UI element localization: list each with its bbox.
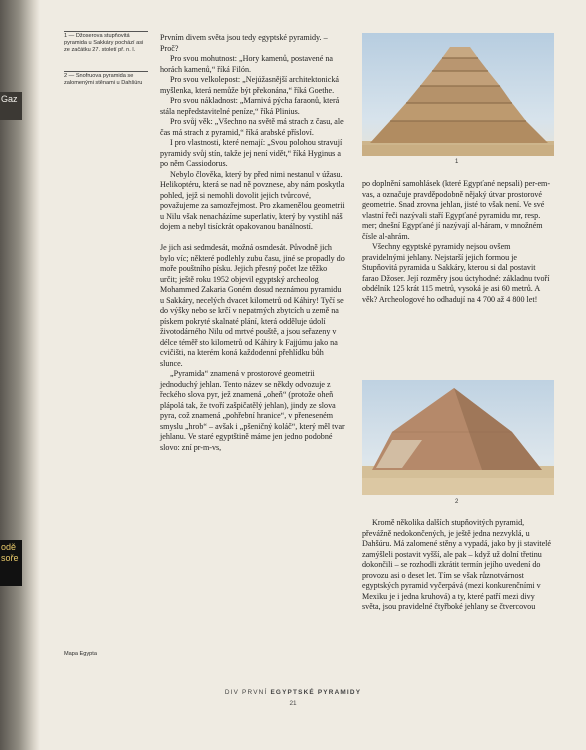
paragraph: „Pyramida“ znamená v prostorové geometrii jednoduchý jehlan. Tento název se někdy odvozuje z řeckého slova pyr, jež znamená „oheň“ (protože oheň plápolá tak, že tvoří zašpičatělý jehlan), jindy ze slova pyra, což znamená „pohřební hranice“, v přeneseném smyslu „hrob“ – avšak i „pšeničný koláč“, který měl tvar jehlanu. Ve staré egyptštině máme jen jedno podobné slovo: zní pr-m-vs,	[160, 369, 345, 452]
running-head-title: EGYPTSKÉ PYRAMIDY	[270, 689, 362, 696]
side-tab-bottom: odě soře	[0, 540, 22, 586]
right-column-top	[362, 179, 554, 305]
photo-caption-1: 1	[455, 159, 459, 165]
paragraph: Všechny egyptské pyramidy nejsou ovšem pravidelnými jehlany. Nejstarší jejich formou je Stupňovitá pyramida u Sakkáry, kterou si dal postavit farao Džoser. Její rozměry jsou úctyhodné: základnu tvoří obdélník 125 krát 115 metrů, vysoká je asi 60 metrů. A věk? Archeologové ho odhadují na 4 700 až 4 800 let!	[362, 242, 550, 304]
map-caption: Mapa Egypta	[64, 651, 97, 657]
paragraph: Prvním divem světa jsou tedy egyptské pyramidy. – Proč?	[160, 33, 328, 53]
margin-note-2: 2 — Snofruova pyramida se zalomenými stěnami u Dahšúru	[64, 73, 143, 87]
running-head	[0, 689, 586, 696]
left-column	[160, 33, 346, 453]
paragraph: Je jich asi sedmdesát, možná osmdesát. Původně jich bylo víc; některé podlehly zubu času, jiné se propadly do moře pouštního písku. Jejich přesný počet lze těžko určit; ještě roku 1952 objevil egyptský archeolog Mohammed Zakaria Goném dosud neznámou pyramidu u Sakkáry, necelých dvacet kilometrů od Káhiry! Tyčí se do výšky nebo se krčí v nepatrných zbytcích u země na pískem pokryté skalnaté plání, která odděluje údolí životodárného Nilu od mrtvé pouště, a jsou seřazeny v délce téměř sto kilometrů od Káhiry k Fajjúmu jako na cvičišti, na kterém koná každodenní přehlídku bůh slunce.	[160, 243, 345, 368]
photo-bent-pyramid	[362, 380, 554, 495]
paragraph: Nebylo člověka, který by před nimi nestanul v úžasu. Helikoptéru, která se nad ně povznese, aby nám poskytla pohled, jejž si nemohli dovolit jejich tvůrcové, považujeme za samozřejmost. Pro zkamenělou geometrii u Nilu však nenacházíme superlativ, který by vystihl náš dojem a nebyl tisíckrát opakovanou banálností.	[160, 169, 345, 231]
paragraph: Pro svůj věk: „Všechno na světě má strach z času, ale čas má strach z pyramid,“ říká arabské přísloví.	[160, 117, 344, 137]
paragraph: po doplnění samohlásek (které Egypťané nepsali) per-em-vas, a označuje pravděpodobně nějaký útvar prostorové geometrie. Snad zrovna jehlan, jisté to však není. Ve své vlastní řeči nazývali staří Egypťané pyramidu mr, resp. mer; dnešní Egypťané jí nazývají al-háram, v množném čísle al-ahrám.	[362, 179, 551, 241]
running-head-prefix: DIV PRVNÍ	[224, 689, 268, 696]
note-rule	[64, 31, 148, 32]
paragraph: Pro svou nákladnost: „Marnivá pýcha faraonů, která stála nepředstavitelné peníze,“ říká Plinius.	[160, 96, 340, 116]
page-number: 21	[289, 700, 297, 707]
photo-caption-2: 2	[455, 499, 459, 505]
bent-pyramid-illustration	[362, 380, 554, 495]
photo-step-pyramid	[362, 33, 554, 156]
margin-note-1: 1 — Džoserova stupňovitá pyramida u Sakkáry pochází asi ze začátku 27. století př. n. l.	[64, 33, 144, 54]
paragraph: I pro vlastnosti, které nemají: „Svou polohou stravují pyramidy svůj stín, takže jej není vidět,“ říká Hyginus a po něm Cassiodorus.	[160, 138, 343, 168]
paragraph: Pro svou velkolepost: „Nejúžasnější architektonická myšlenka, která nemůže být překonána,“ říká Goethe.	[160, 75, 340, 95]
paragraph: Pro svou mohutnost: „Hory kamenů, postavené na horách kamenů,“ říká Filón.	[160, 54, 333, 74]
side-tab-top: Gaz	[0, 92, 22, 120]
step-pyramid-illustration	[362, 33, 554, 156]
right-column-bottom	[362, 518, 554, 613]
note-rule	[64, 71, 148, 72]
paragraph: Kromě několika dalších stupňovitých pyramid, převážně nedokončených, je ještě jedna nezvyklá, u Dahšúru. Má zalomené stěny a vypadá, jako by ji stavitelé zamýšleli postavit vyšší, ale pak – když už dolní třetinu dokončili – se rozhodli zkrátit termín jejího uvedení do provozu asi o deset let. Tím se však různotvárnost egyptských pyramid vyčerpává (mezi konkurenčními v Mexiku je i jedna kruhová) a ty, které patří mezi divy světa, jsou pravidelné čtyřboké jehlany se čtvercovou	[362, 518, 552, 611]
